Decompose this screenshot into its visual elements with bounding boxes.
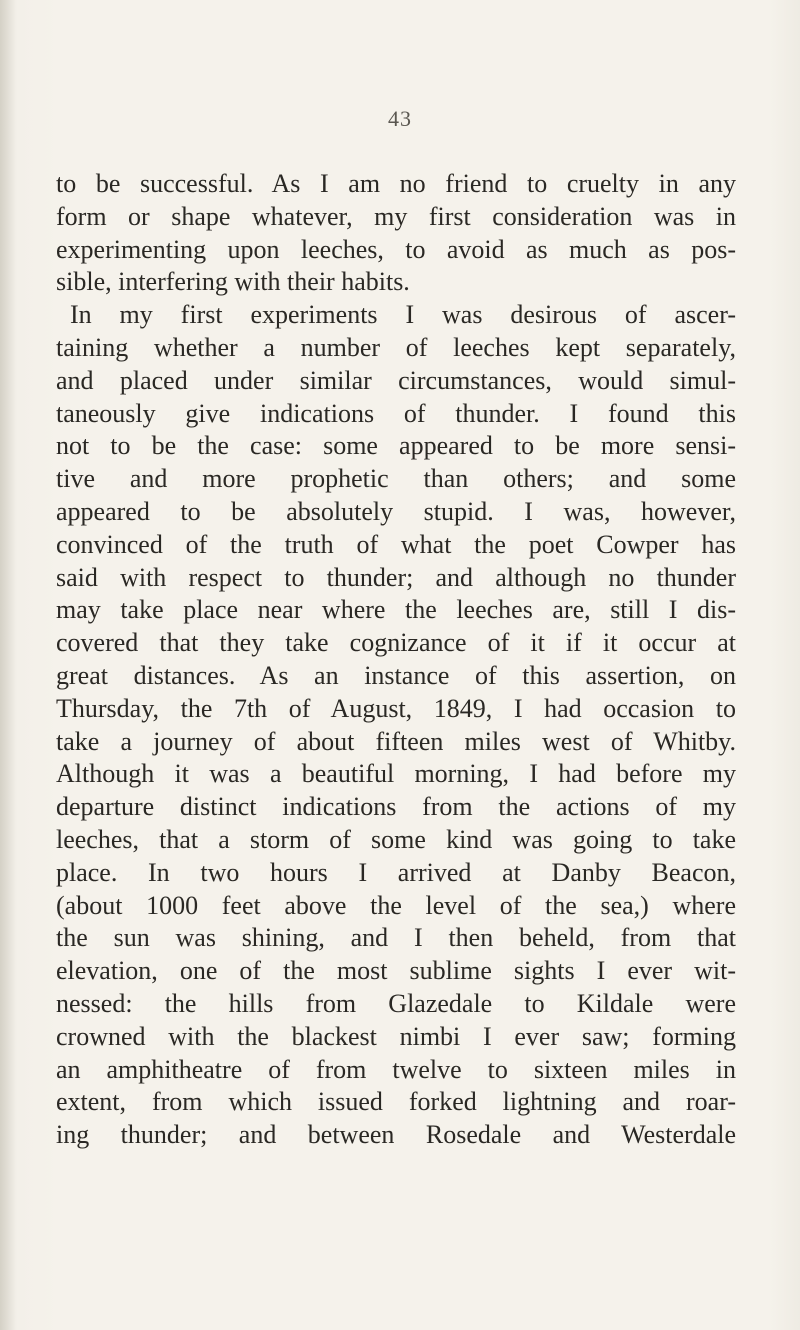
text-line: crowned with the blackest nimbi I ever saw; forming	[56, 1021, 736, 1051]
text-line: tive and more prophetic than others; and some	[56, 464, 736, 494]
text-line: and placed under similar circumstances, would simul-	[56, 365, 736, 395]
text-line: taneously give indications of thunder. I found this	[56, 398, 736, 428]
text-line: sible, interfering with their habits.	[56, 267, 410, 297]
text-line: (about 1000 feet above the level of the sea,) where	[56, 890, 736, 920]
text-line: extent, from which issued forked lightning and roar-	[56, 1087, 736, 1117]
text-line: Thursday, the 7th of August, 1849, I had occasion to	[56, 693, 736, 723]
text-line: appeared to be absolutely stupid. I was, however,	[56, 496, 736, 526]
text-line: experimenting upon leeches, to avoid as much as pos-	[56, 234, 736, 264]
text-line: great distances. As an instance of this assertion, on	[56, 660, 736, 690]
text-line: In my first experiments I was desirous of ascer-	[70, 300, 736, 330]
text-line: convinced of the truth of what the poet Cowper has	[56, 529, 736, 559]
page-number: 43	[388, 106, 412, 131]
text-line: said with respect to thunder; and although no thunder	[56, 562, 736, 592]
text-line: elevation, one of the most sublime sights I ever wit-	[56, 956, 736, 986]
binding-shadow	[0, 0, 16, 1330]
text-line: place. In two hours I arrived at Danby Beacon,	[56, 857, 736, 887]
text-line: Although it was a beautiful morning, I had before my	[56, 759, 736, 789]
text-line: nessed: the hills from Glazedale to Kildale were	[56, 988, 736, 1018]
text-line: to be successful. As I am no friend to cruelty in any	[56, 169, 736, 198]
text-line: take a journey of about fifteen miles west of Whitby.	[56, 726, 736, 756]
text-line: taining whether a number of leeches kept separately,	[56, 332, 736, 362]
text-line: may take place near where the leeches are, still I dis-	[56, 595, 736, 625]
text-line: an amphitheatre of from twelve to sixteen miles in	[56, 1054, 736, 1084]
body-text	[56, 168, 736, 1152]
text-line: covered that they take cognizance of it if it occur at	[56, 628, 736, 658]
text-line: not to be the case: some appeared to be more sensi-	[56, 431, 736, 461]
text-line: leeches, that a storm of some kind was going to take	[56, 824, 736, 854]
text-line: ing thunder; and between Rosedale and Westerdale	[56, 1120, 736, 1150]
text-line: the sun was shining, and I then beheld, from that	[56, 923, 736, 953]
text-line: departure distinct indications from the actions of my	[56, 792, 736, 822]
text-line: form or shape whatever, my first consideration was in	[56, 201, 736, 231]
